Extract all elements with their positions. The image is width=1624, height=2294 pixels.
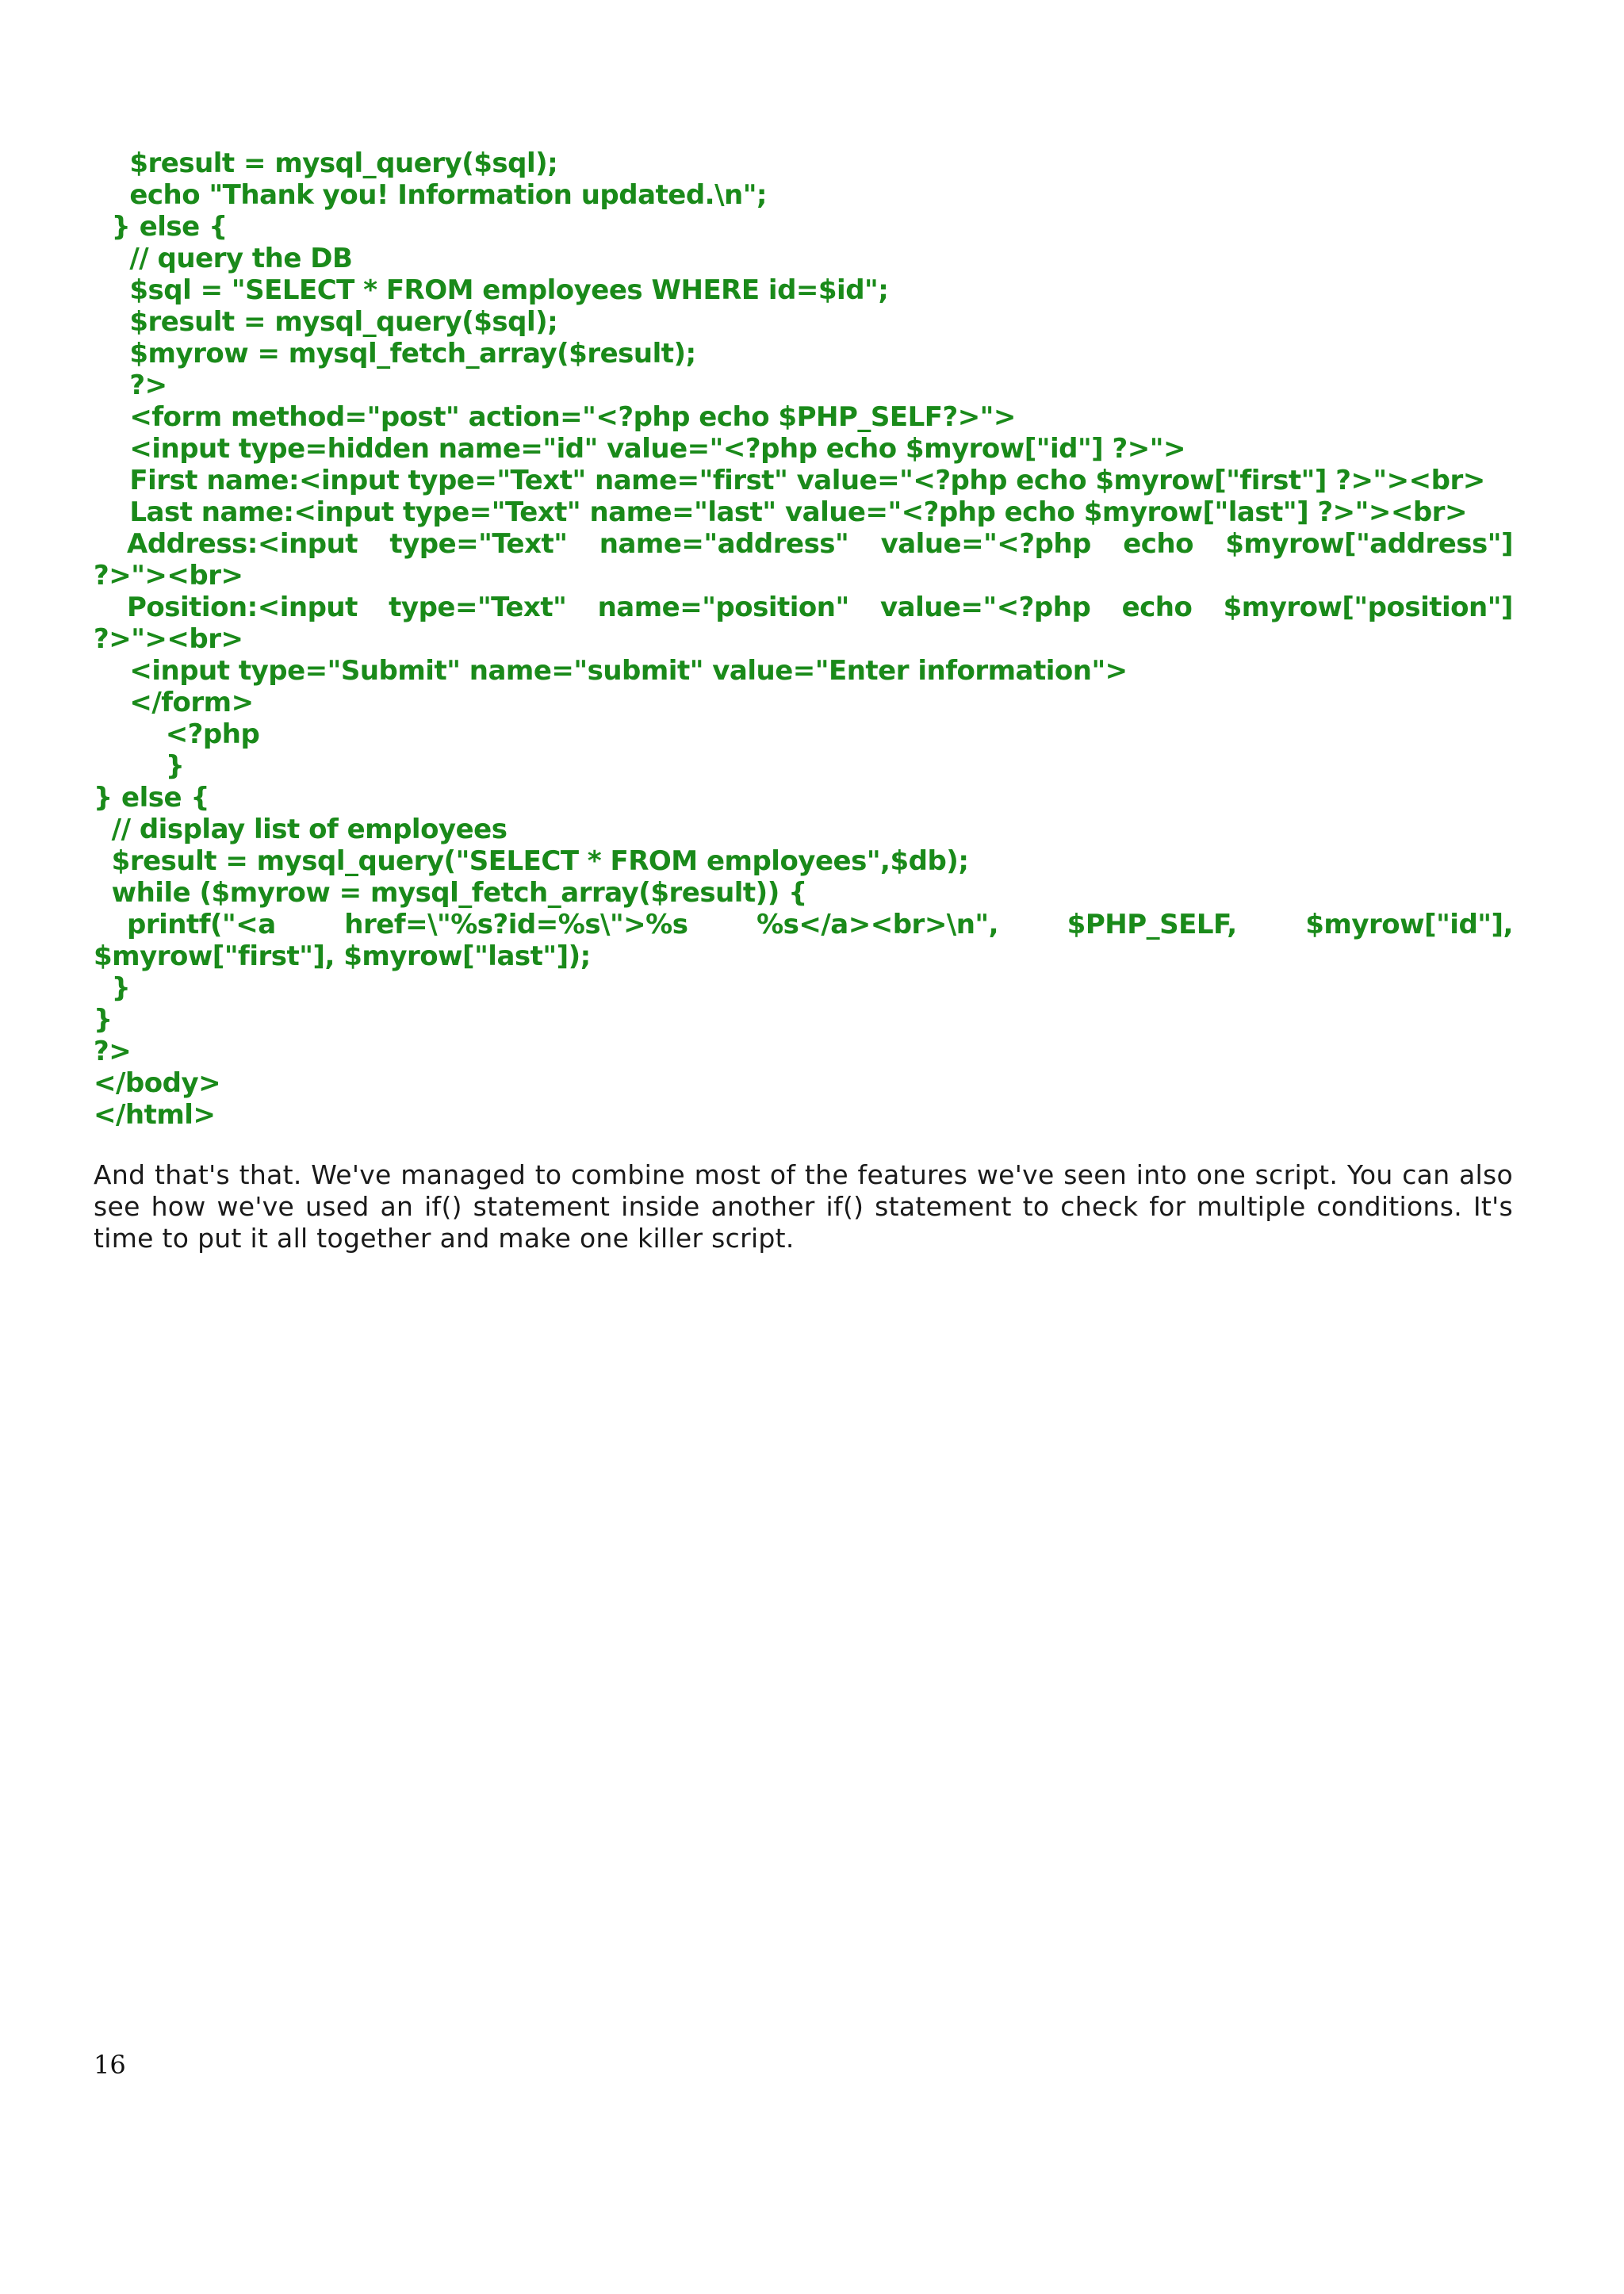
code-token: href=\"%s?id=%s\">%s <box>344 909 688 940</box>
code-line: </body> <box>94 1067 221 1099</box>
code-line-position <box>94 592 1513 623</box>
code-token: $myrow["position"] <box>1223 592 1513 623</box>
code-line: while ($myrow = mysql_fetch_array($result)) { <box>94 877 807 909</box>
code-token: %s</a><br>\n", <box>756 909 999 940</box>
code-line: } else { <box>94 211 228 243</box>
code-line: } else { <box>94 782 210 814</box>
code-line: $sql = "SELECT * FROM employees WHERE id=$id"; <box>94 274 889 306</box>
code-token: value="<?php <box>879 592 1091 623</box>
code-token: type="Text" <box>389 592 567 623</box>
code-line: $myrow = mysql_fetch_array($result); <box>94 338 696 370</box>
code-token: echo <box>1121 592 1193 623</box>
code-line: $result = mysql_query("SELECT * FROM employees",$db); <box>94 845 969 877</box>
code-token: Position:<input <box>127 592 358 623</box>
code-listing <box>94 147 1513 1131</box>
code-line: $result = mysql_query($sql); <box>94 147 558 179</box>
code-token: value="<?php <box>880 528 1091 560</box>
code-line: } <box>94 1004 113 1036</box>
page-number: 16 <box>94 2050 126 2080</box>
code-line: // display list of employees <box>94 814 508 845</box>
code-line: </html> <box>94 1099 216 1131</box>
code-line: Last name:<input type="Text" name="last" value="<?php echo $myrow["last"] ?>"><br> <box>94 496 1467 528</box>
code-token: name="position" <box>597 592 849 623</box>
code-token: $myrow["address"] <box>1225 528 1513 560</box>
code-line: ?>"><br> <box>94 560 243 592</box>
code-line: ?> <box>94 1036 132 1067</box>
code-token: Address:<input <box>127 528 358 560</box>
code-line: </form> <box>94 687 254 718</box>
code-token: $PHP_SELF, <box>1067 909 1237 940</box>
code-token: echo <box>1123 528 1193 560</box>
code-line: $result = mysql_query($sql); <box>94 306 558 338</box>
code-token: type="Text" <box>389 528 568 560</box>
code-line-printf <box>94 909 1513 940</box>
code-line: <form method="post" action="<?php echo $PHP_SELF?>"> <box>94 401 1016 433</box>
code-line: // query the DB <box>94 243 353 274</box>
code-line: ?>"><br> <box>94 623 243 655</box>
code-line: <?php <box>94 718 260 750</box>
code-line: } <box>94 750 185 782</box>
code-line: } <box>94 972 131 1004</box>
code-line-address <box>94 528 1513 560</box>
code-token: $myrow["id"], <box>1305 909 1513 940</box>
code-line: First name:<input type="Text" name="first" value="<?php echo $myrow["first"] ?>"><br> <box>94 465 1485 496</box>
code-line: <input type=hidden name="id" value="<?php echo $myrow["id"] ?>"> <box>94 433 1185 465</box>
code-token: name="address" <box>599 528 849 560</box>
code-line: echo "Thank you! Information updated.\n"; <box>94 179 768 211</box>
body-paragraph: And that's that. We've managed to combine most of the features we've seen into one script. You can also see how we've used an if() statement inside another if() statement to check for multiple conditions. It's time to put it all together and make one killer script. <box>94 1159 1513 1254</box>
code-line: ?> <box>94 370 167 401</box>
code-token: printf("<a <box>127 909 276 940</box>
code-line: $myrow["first"], $myrow["last"]); <box>94 940 591 972</box>
code-line: <input type="Submit" name="submit" value="Enter information"> <box>94 655 1128 687</box>
